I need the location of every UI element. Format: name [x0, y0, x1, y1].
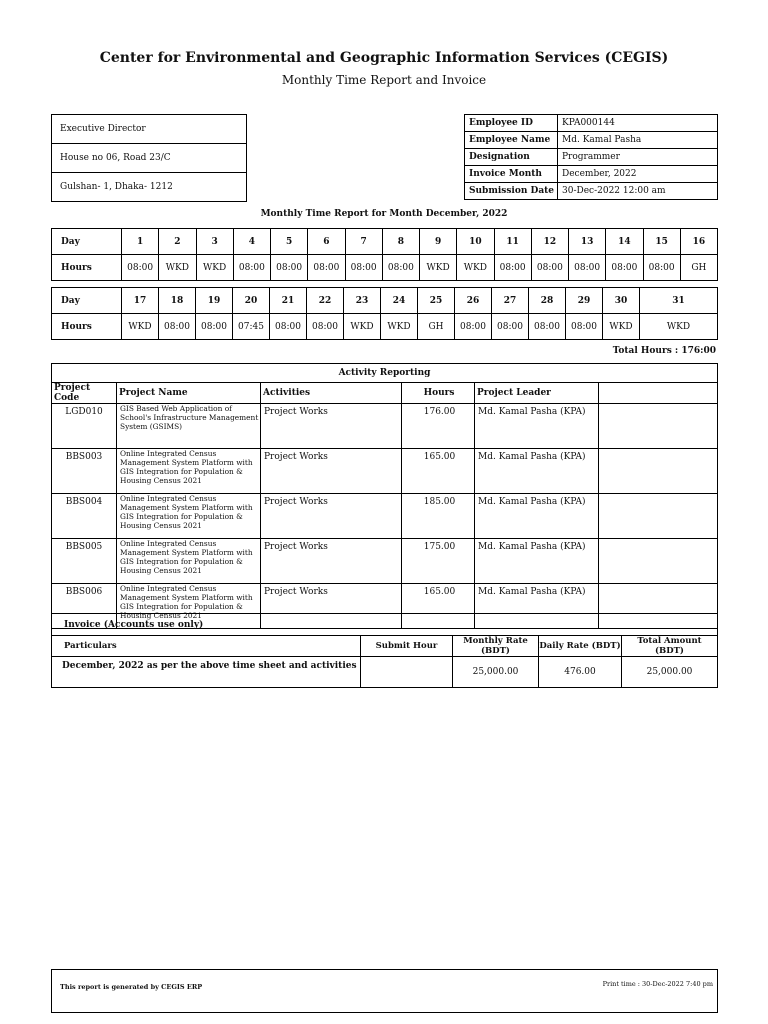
hours-cell: 08:00: [494, 255, 531, 281]
day-cell: 8: [382, 229, 419, 255]
employee-label: Employee ID: [465, 115, 558, 132]
invoice-table: [51, 613, 718, 688]
time-report-week-2: [51, 287, 718, 340]
project-name: GIS Based Web Application of School's Infrastructure Management System (GSIMS): [117, 404, 261, 449]
hours-cell: WKD: [640, 314, 718, 340]
time-report-week-1: [51, 228, 718, 281]
project-name: Online Integrated Census Management System Platform with GIS Integration for Population & Housing Census 2021: [117, 539, 261, 584]
project-leader: Md. Kamal Pasha (KPA): [475, 494, 599, 539]
total-hours: Total Hours : 176:00: [612, 346, 716, 356]
day-cell: 6: [308, 229, 345, 255]
employee-row: [465, 166, 718, 183]
project-code: BBS005: [52, 539, 117, 584]
project-leader: Md. Kamal Pasha (KPA): [475, 584, 599, 629]
project-name: Online Integrated Census Management System Platform with GIS Integration for Population & Housing Census 2021: [117, 449, 261, 494]
column-header: Project Leader: [475, 383, 599, 404]
day-cell: 27: [492, 288, 529, 314]
print-time: Print time : 30-Dec-2022 7:40 pm: [602, 980, 713, 988]
invoice-daily-rate: 476.00: [539, 657, 622, 688]
empty-cell: [599, 404, 718, 449]
column-header: Daily Rate (BDT): [539, 636, 622, 657]
day-cell: 28: [529, 288, 566, 314]
day-cell: 4: [233, 229, 270, 255]
project-name: Online Integrated Census Management System Platform with GIS Integration for Population & Housing Census 2021: [117, 494, 261, 539]
project-hours: 176.00: [402, 404, 475, 449]
day-cell: 17: [122, 288, 159, 314]
employee-value: KPA000144: [558, 115, 718, 132]
column-header: Particulars: [52, 636, 361, 657]
table-row: [52, 449, 718, 494]
employee-value: Programmer: [558, 149, 718, 166]
day-cell: 20: [233, 288, 270, 314]
employee-label: Invoice Month: [465, 166, 558, 183]
day-cell: 15: [643, 229, 680, 255]
day-cell: 24: [381, 288, 418, 314]
employee-label: Submission Date: [465, 183, 558, 200]
hours-cell: WKD: [603, 314, 640, 340]
day-cell: 16: [680, 229, 717, 255]
hours-cell: 08:00: [196, 314, 233, 340]
project-code: BBS006: [52, 584, 117, 629]
invoice-submit-hour: [361, 657, 453, 688]
employee-value: Md. Kamal Pasha: [558, 132, 718, 149]
day-cell: 1: [122, 229, 159, 255]
project-code: BBS004: [52, 494, 117, 539]
project-leader: Md. Kamal Pasha (KPA): [475, 449, 599, 494]
hours-cell: GH: [680, 255, 717, 281]
activity: Project Works: [261, 584, 402, 629]
employee-row: [465, 115, 718, 132]
hours-cell: 08:00: [270, 314, 307, 340]
hours-cell: 07:45: [233, 314, 270, 340]
day-cell: 14: [606, 229, 643, 255]
hours-cell: 08:00: [566, 314, 603, 340]
day-cell: 9: [420, 229, 457, 255]
activity: Project Works: [261, 404, 402, 449]
project-leader: Md. Kamal Pasha (KPA): [475, 539, 599, 584]
day-cell: 30: [603, 288, 640, 314]
day-cell: 26: [455, 288, 492, 314]
day-cell: 2: [159, 229, 196, 255]
day-cell: 25: [418, 288, 455, 314]
day-label: Day: [52, 229, 122, 255]
empty-cell: [599, 494, 718, 539]
project-code: BBS003: [52, 449, 117, 494]
hours-cell: 08:00: [531, 255, 568, 281]
day-cell: 10: [457, 229, 494, 255]
day-cell: 31: [640, 288, 718, 314]
hours-cell: WKD: [196, 255, 233, 281]
activity-table: [51, 363, 718, 629]
column-header: Monthly Rate (BDT): [453, 636, 539, 657]
address-line: Gulshan- 1, Dhaka- 1212: [52, 173, 247, 202]
report-subtitle: Monthly Time Report and Invoice: [281, 73, 487, 87]
hours-label: Hours: [52, 255, 122, 281]
hours-cell: 08:00: [307, 314, 344, 340]
employee-label: Designation: [465, 149, 558, 166]
column-header: Hours: [402, 383, 475, 404]
hours-cell: 08:00: [271, 255, 308, 281]
day-label: Day: [52, 288, 122, 314]
column-header: Total Amount (BDT): [622, 636, 718, 657]
column-header: Project Name: [117, 383, 261, 404]
column-header: Activities: [261, 383, 402, 404]
invoice-total-amount: 25,000.00: [622, 657, 718, 688]
empty-cell: [599, 539, 718, 584]
employee-value: 30-Dec-2022 12:00 am: [558, 183, 718, 200]
day-cell: 13: [569, 229, 606, 255]
hours-cell: GH: [418, 314, 455, 340]
day-cell: 11: [494, 229, 531, 255]
employee-value: December, 2022: [558, 166, 718, 183]
activity: Project Works: [261, 449, 402, 494]
hours-cell: 08:00: [492, 314, 529, 340]
hours-cell: WKD: [159, 255, 196, 281]
day-cell: 18: [159, 288, 196, 314]
table-row: [52, 539, 718, 584]
project-name: Online Integrated Census Management System Platform with GIS Integration for Population & Housing Census 2021: [117, 584, 261, 629]
day-cell: 3: [196, 229, 233, 255]
project-hours: 165.00: [402, 449, 475, 494]
day-cell: 29: [566, 288, 603, 314]
invoice-monthly-rate: 25,000.00: [453, 657, 539, 688]
project-hours: 175.00: [402, 539, 475, 584]
activity-title: Activity Reporting: [52, 364, 718, 383]
employee-row: [465, 132, 718, 149]
column-header: [599, 383, 718, 404]
hours-cell: 08:00: [122, 255, 159, 281]
day-cell: 22: [307, 288, 344, 314]
generated-note: This report is generated by CEGIS ERP: [60, 983, 203, 991]
day-cell: 12: [531, 229, 568, 255]
employee-row: [465, 183, 718, 200]
day-cell: 7: [345, 229, 382, 255]
address-line: House no 06, Road 23/C: [52, 144, 247, 173]
table-row: [52, 404, 718, 449]
time-report-title: Monthly Time Report for Month December, 2022: [260, 209, 508, 219]
hours-cell: WKD: [420, 255, 457, 281]
hours-label: Hours: [52, 314, 122, 340]
hours-cell: 08:00: [529, 314, 566, 340]
hours-cell: WKD: [122, 314, 159, 340]
employee-row: [465, 149, 718, 166]
day-cell: 19: [196, 288, 233, 314]
hours-cell: 08:00: [569, 255, 606, 281]
activity: Project Works: [261, 494, 402, 539]
employee-label: Employee Name: [465, 132, 558, 149]
hours-cell: 08:00: [382, 255, 419, 281]
day-cell: 5: [271, 229, 308, 255]
invoice-particulars: December, 2022 as per the above time sheet and activities: [52, 657, 361, 688]
hours-cell: 08:00: [159, 314, 196, 340]
project-leader: Md. Kamal Pasha (KPA): [475, 404, 599, 449]
invoice-title: Invoice (Accounts use only): [52, 614, 718, 636]
hours-cell: 08:00: [643, 255, 680, 281]
table-row: [52, 494, 718, 539]
hours-cell: 08:00: [455, 314, 492, 340]
address-block: [51, 114, 247, 202]
project-code: LGD010: [52, 404, 117, 449]
hours-cell: 08:00: [345, 255, 382, 281]
hours-cell: 08:00: [308, 255, 345, 281]
day-cell: 21: [270, 288, 307, 314]
hours-cell: WKD: [344, 314, 381, 340]
hours-cell: WKD: [457, 255, 494, 281]
day-cell: 23: [344, 288, 381, 314]
column-header: Project Code: [52, 383, 117, 404]
report-footer: [51, 969, 718, 1013]
report-title: Center for Environmental and Geographic Information Services (CEGIS): [99, 50, 669, 66]
hours-cell: WKD: [381, 314, 418, 340]
hours-cell: 08:00: [233, 255, 270, 281]
employee-info-table: [464, 114, 718, 200]
column-header: Submit Hour: [361, 636, 453, 657]
project-hours: 185.00: [402, 494, 475, 539]
empty-cell: [599, 449, 718, 494]
project-hours: 165.00: [402, 584, 475, 629]
address-line: Executive Director: [52, 115, 247, 144]
activity: Project Works: [261, 539, 402, 584]
hours-cell: 08:00: [606, 255, 643, 281]
